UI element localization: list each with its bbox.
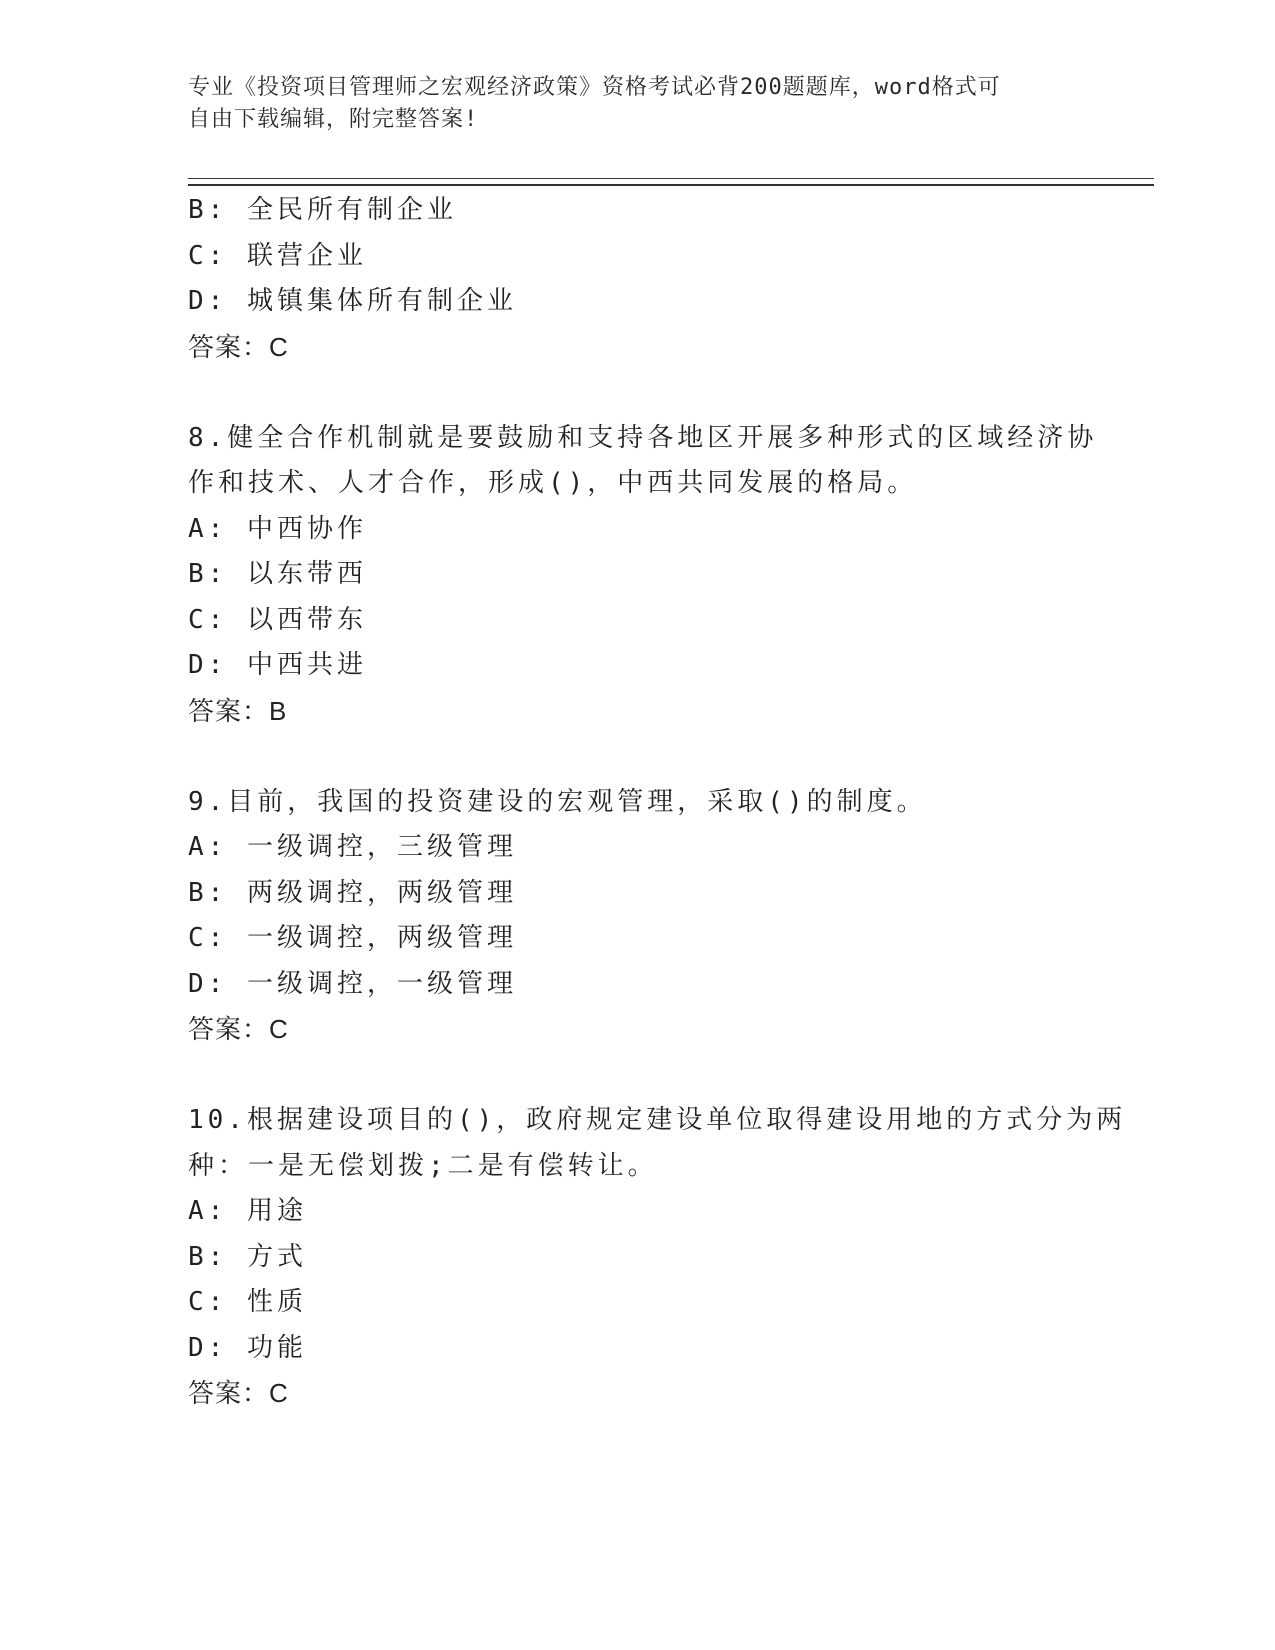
- option-d: D: 一级调控，一级管理: [188, 968, 517, 999]
- header-line-2: 自由下载编辑，附完整答案!: [188, 107, 479, 132]
- question-stem: 9.目前，我国的投资建设的宏观管理，采取()的制度。: [188, 786, 927, 817]
- question-block-9: [188, 780, 1088, 1053]
- question-block-7: [188, 188, 1088, 370]
- option-b: B: 两级调控，两级管理: [188, 877, 517, 908]
- header-divider-thin: [188, 178, 1154, 179]
- header-divider-thick: [188, 184, 1154, 186]
- spacer: [188, 370, 1088, 416]
- option-c: C: 联营企业: [188, 240, 367, 271]
- question-block-10: [188, 1098, 1127, 1417]
- question-stem: 种：一是无偿划拨;二是有偿转让。: [188, 1150, 658, 1181]
- answer-line: 答案：C: [188, 1378, 289, 1408]
- option-a: A: 中西协作: [188, 513, 367, 544]
- spacer: [188, 734, 1088, 780]
- document-header: [188, 72, 1088, 136]
- question-stem: 8.健全合作机制就是要鼓励和支持各地区开展多种形式的区域经济协: [188, 422, 1098, 453]
- question-block-8: [188, 416, 1098, 735]
- answer-line: 答案：B: [188, 695, 288, 726]
- option-d: D: 中西共进: [188, 650, 367, 680]
- question-stem: 10.根据建设项目的()，政府规定建设单位取得建设用地的方式分为两: [188, 1105, 1127, 1135]
- option-b: B: 方式: [188, 1241, 307, 1272]
- answer-line: 答案：C: [188, 331, 289, 362]
- option-c: C: 以西带东: [188, 604, 367, 635]
- option-a: A: 一级调控，三级管理: [188, 832, 517, 862]
- option-a: A: 用途: [188, 1196, 307, 1226]
- option-d: D: 城镇集体所有制企业: [188, 286, 517, 316]
- option-c: C: 性质: [188, 1287, 307, 1317]
- answer-line: 答案：C: [188, 1014, 289, 1044]
- option-c: C: 一级调控，两级管理: [188, 923, 517, 953]
- option-d: D: 功能: [188, 1332, 307, 1363]
- question-stem: 作和技术、人才合作，形成()，中西共同发展的格局。: [188, 468, 918, 498]
- header-line-1: 专业《投资项目管理师之宏观经济政策》资格考试必背200题题库，word格式可: [188, 75, 1001, 100]
- question-list: [188, 188, 1127, 1417]
- option-b: B: 全民所有制企业: [188, 195, 457, 225]
- spacer: [188, 1053, 1088, 1099]
- option-b: B: 以东带西: [188, 559, 367, 589]
